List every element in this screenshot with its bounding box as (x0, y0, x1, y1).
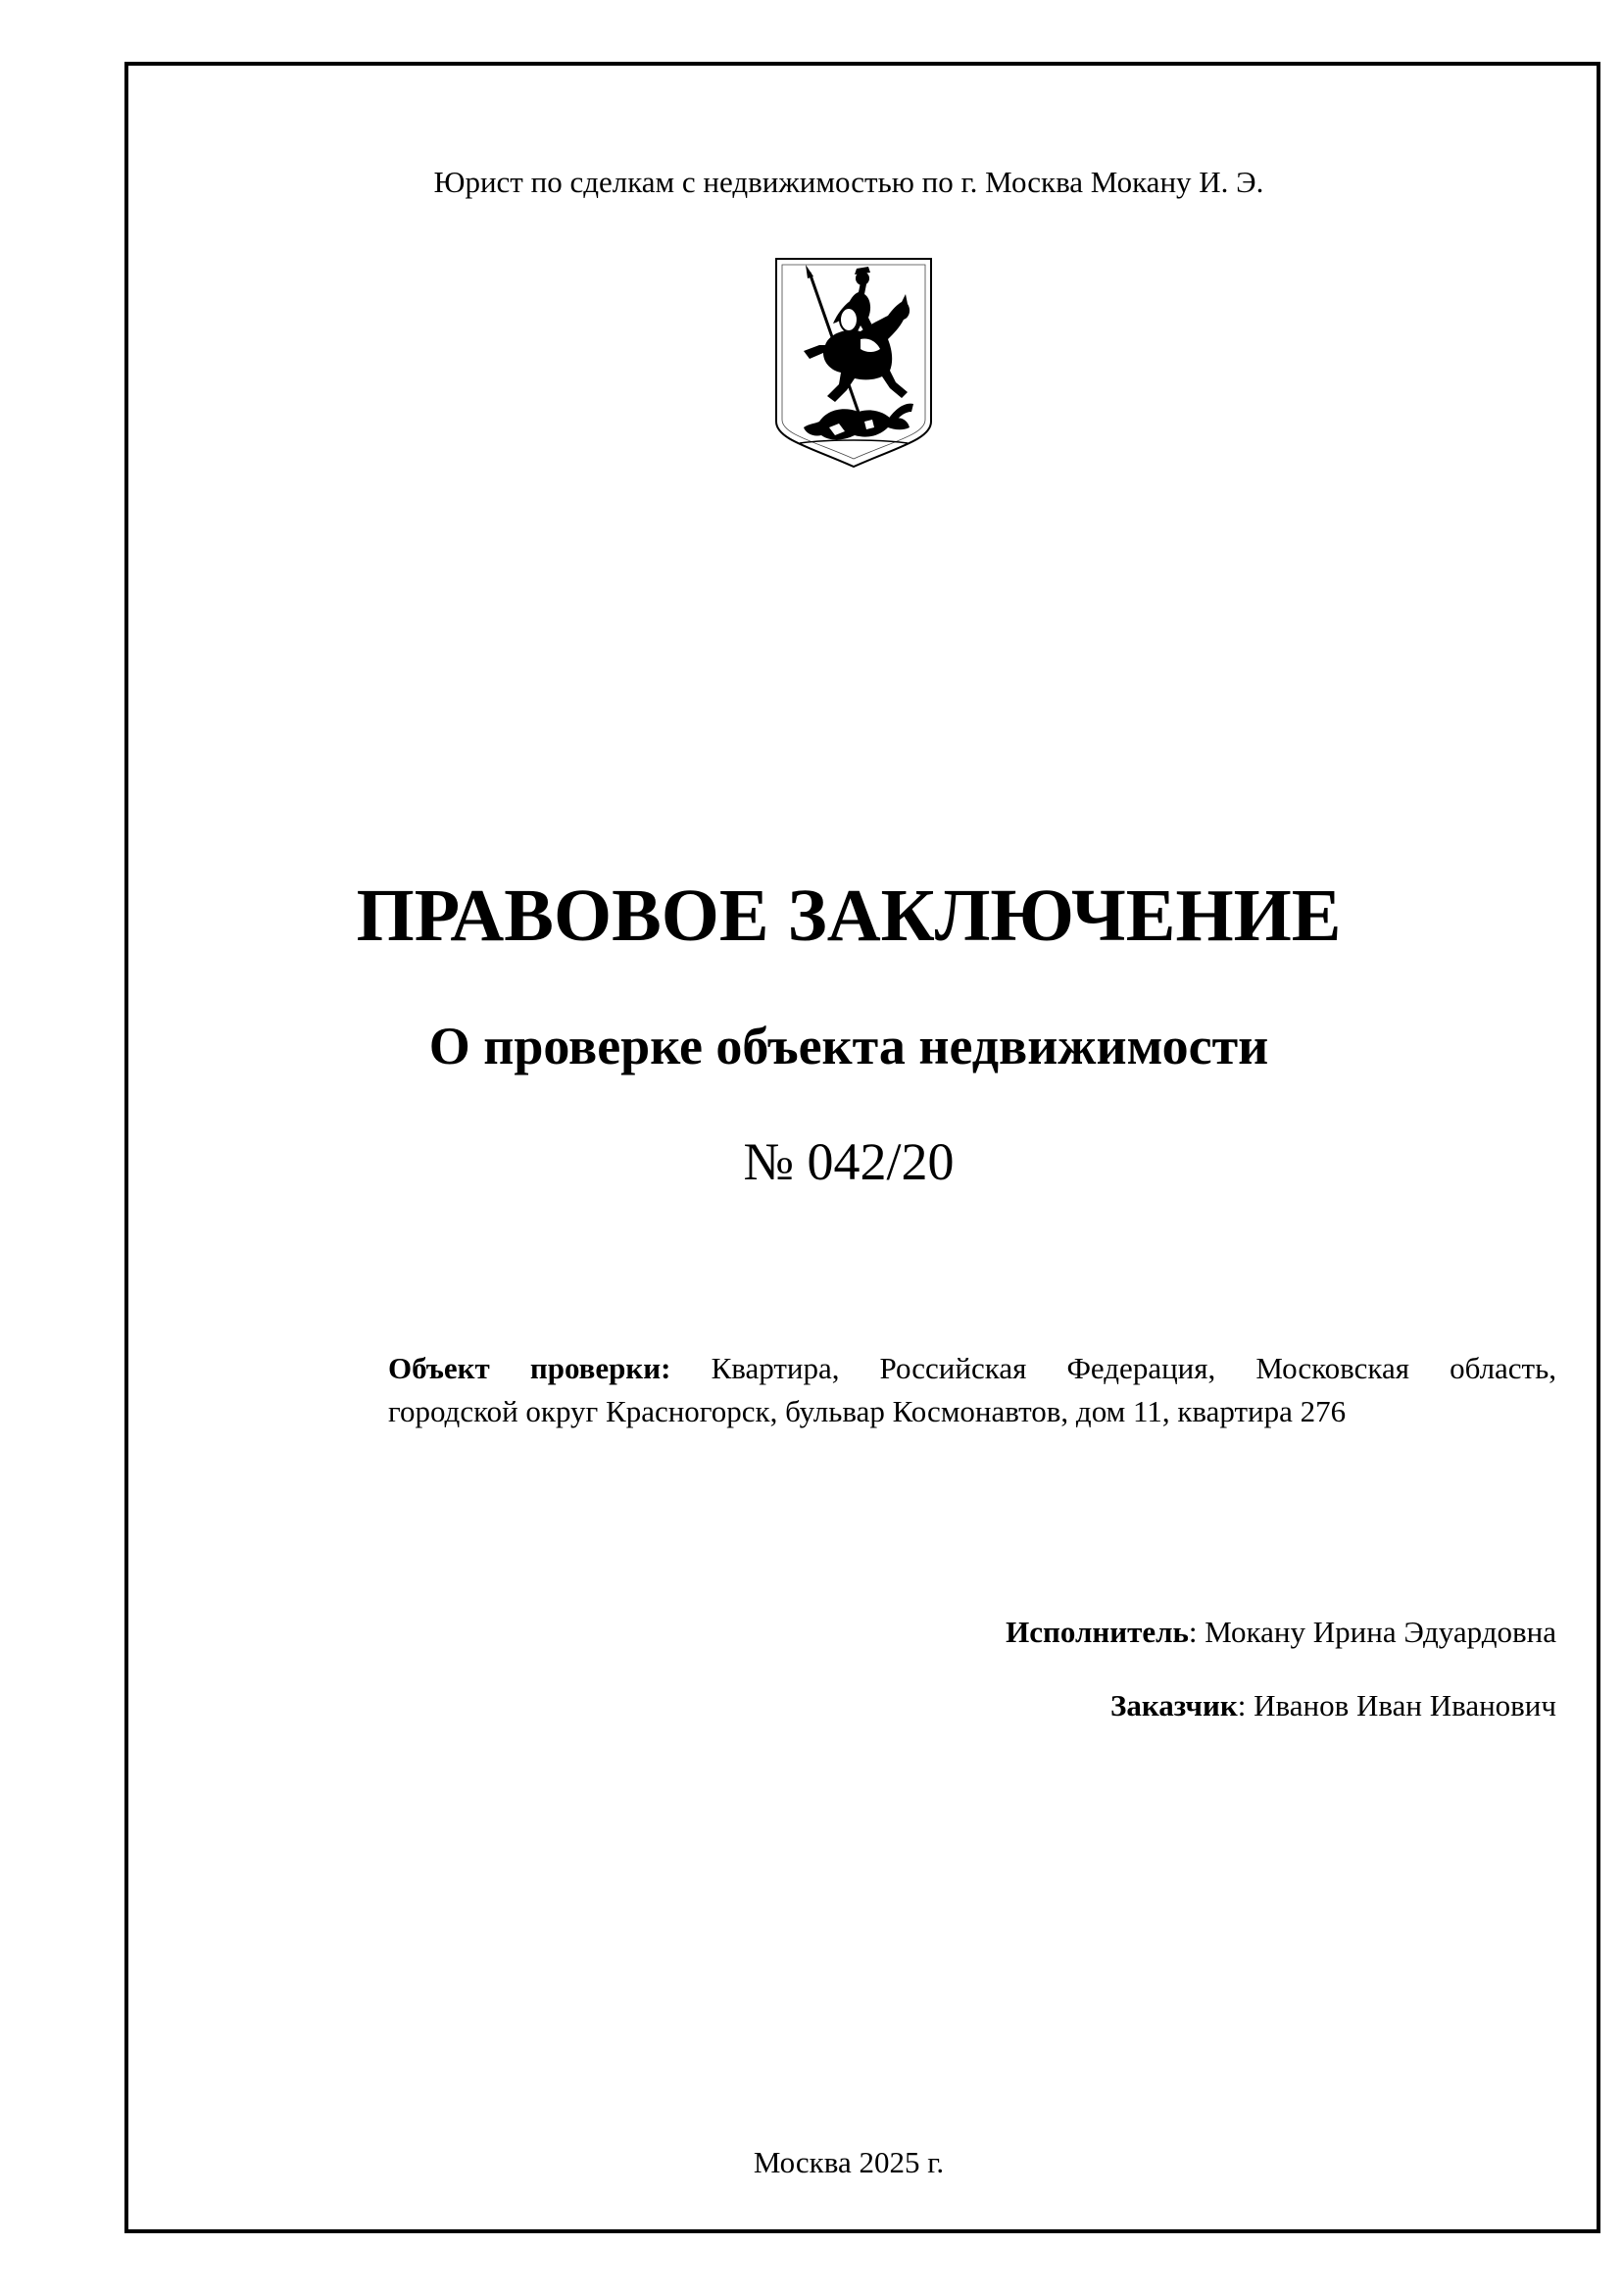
inspection-object (388, 1347, 1556, 1433)
inspection-object-line1 (388, 1347, 1556, 1390)
customer-line (1110, 1686, 1556, 1725)
executor-line (1006, 1613, 1556, 1652)
executor-label: Исполнитель (1006, 1615, 1189, 1649)
executor-name: Мокану Ирина Эдуардовна (1205, 1615, 1556, 1649)
executor-separator: : (1188, 1615, 1198, 1649)
document-subtitle: О проверке объекта недвижимости (428, 1017, 1269, 1075)
inspection-object-label: Объект проверки: (388, 1351, 671, 1385)
inspection-object-address-part1: Квартира, Российская Федерация, Московская область, (711, 1351, 1556, 1385)
document-title: ПРАВОВОЕ ЗАКЛЮЧЕНИЕ (356, 874, 1342, 957)
customer-label: Заказчик (1109, 1688, 1238, 1722)
moscow-coat-of-arms-icon (770, 255, 937, 469)
customer-name: Иванов Иван Иванович (1254, 1688, 1556, 1722)
document-header: Юрист по сделкам с недвижимостью по г. Москва Мокану И. Э. (433, 165, 1264, 199)
customer-separator: : (1237, 1688, 1247, 1722)
document-footer-city-year: Москва 2025 г. (753, 2145, 945, 2179)
inspection-object-address-part2: городской округ Красногорск, бульвар Космонавтов, дом 11, квартира 276 (388, 1394, 1347, 1428)
document-number: № 042/20 (743, 1132, 955, 1191)
